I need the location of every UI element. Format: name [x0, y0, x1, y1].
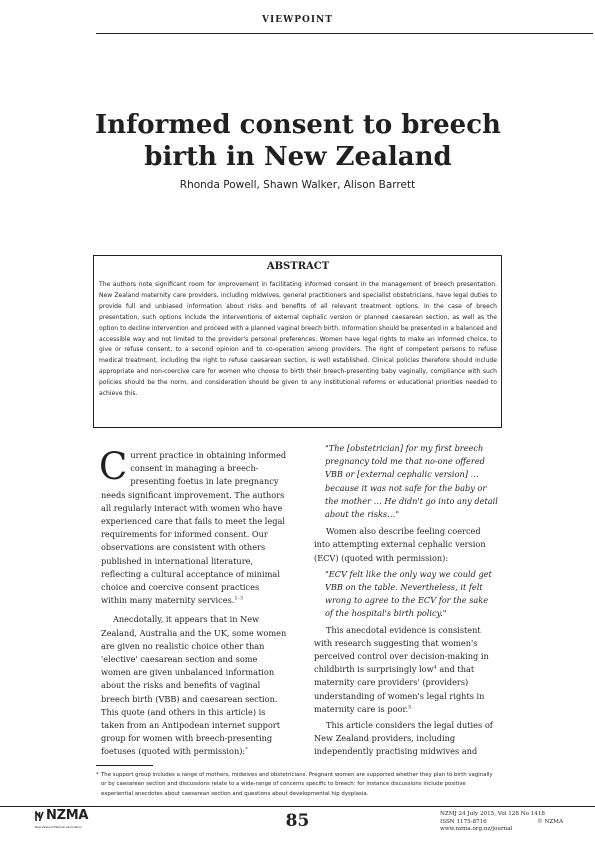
footnote-divider	[96, 765, 153, 766]
article-authors: Rhonda Powell, Shawn Walker, Alison Barrett	[179, 179, 416, 191]
body-paragraph: Women also describe feeling coerced into attempting external cephalic version (ECV) (quoted with permission):	[314, 526, 486, 563]
body-column-right	[314, 442, 498, 759]
journal-citation	[440, 811, 563, 834]
footer-divider	[0, 806, 595, 807]
logo-subtitle: New Zealand Medical Association	[35, 825, 82, 829]
header-divider	[96, 33, 593, 34]
paragraph-text: urrent practice in obtaining informed consent in managing a breech-presenting foetus in late pregnancy needs significant improvement. The authors all regularly interact with women who have experienced care that fails to meet the legal requirements for informed consent. Our observations are consistent with others published in international literature, reflecting a cultural acceptance of minimal choice and coercive consent practices within many maternity services.	[101, 450, 287, 606]
footnote-text: The support group includes a range of mothers, midwives and obstetricians. Pregnant women are supported whether they plan to birth vaginally or by caesarean section and discussions relate to a wide-range of concerns specific to breech: for instance discussions include positive experiential anecdotes about caesarean section and questions about developmental hip dysplasia.	[101, 772, 493, 797]
reference-marker: 5	[408, 704, 412, 711]
block-quote: "ECV felt like the only way we could get VBB on the table. Nevertheless, it felt wrong to agree to the ECV for the sake of the hospital's birth policy."	[325, 568, 492, 619]
paragraph-text: and that maternity care providers' (providers) understanding of women's legal rights in maternity care is poor.	[314, 664, 485, 714]
abstract-box	[93, 255, 502, 428]
block-quote: "The [obstetrician] for my first breech pregnancy told me that no-one offered VBB or [external cephalic version] … because it was not safe for the baby or the mother … He didn't go into any detail about the risks…"	[325, 443, 498, 520]
footnote-marker: *	[245, 746, 248, 753]
footnote-mark: *	[96, 772, 99, 778]
paragraph-text: This anecdotal evidence is consistent with research suggesting that women's perceived control over decision-making in childbirth is surprisingly low	[314, 624, 489, 675]
article-title: Informed consent to breech birth in New Zealand	[95, 110, 501, 172]
section-label: VIEWPOINT	[262, 15, 333, 25]
journal-url[interactable]: www.nzma.org.nz/journal	[440, 826, 513, 833]
citation-line	[440, 819, 563, 827]
abstract-heading: ABSTRACT	[266, 261, 330, 272]
citation-line: NZMJ 24 July 2015, Vol 128 No 1418	[440, 811, 545, 817]
body-paragraph	[101, 613, 287, 758]
body-paragraph	[314, 624, 498, 716]
footnote	[96, 771, 496, 799]
reference-marker: 1–3	[234, 595, 244, 602]
reference-marker: 4	[433, 664, 437, 671]
logo-wordmark: NZMA	[46, 808, 89, 823]
drop-cap: C	[99, 445, 128, 488]
body-paragraph	[99, 445, 287, 607]
body-column-left	[99, 445, 287, 759]
issn: ISSN 1175-8716	[440, 818, 487, 825]
page-number: 85	[285, 811, 310, 831]
copyright: © NZMA	[537, 818, 563, 825]
body-paragraph: This article considers the legal duties of New Zealand providers, including independently practising midwives and	[314, 720, 493, 757]
abstract-text: The authors note significant room for improvement in facilitating informed consent in the management of breech presentation. New Zealand maternity care providers, including midwives, general practitioners and specialist obstetricians, have legal duties to provide full and unbiased information about risks and benefits of all relevant treatment options. In the case of breech presentation, such options include the interventions of external cephalic version or planned caesarean section, as well as the option to decline intervention and proceed with a planned vaginal breech birth. Information should be presented in a balanced and accessible way and not limited to the provider's personal preferences. Women have legal rights to make an informed choice, to give or refuse consent, to a second opinion and to co-operation among providers. The right of competent persons to refuse medical treatment, including the right to refuse caesarean section, is well established. Clinical policies therefore should include appropriate and non-coercive care for women who choose to birth their breech-presenting baby vaginally, compliance with such policies should be the norm, and consideration should be given to any institutional reforms or educational priorities needed to achieve this.	[99, 281, 497, 398]
paragraph-text: Anecdotally, it appears that in New Zealand, Australia and the UK, some women are given no realistic choice other than 'elective' caesarean section and some women are given unbalanced information about the risks and benefits of vaginal breech birth (VBB) and caesarean section. This quote (and others in this article) is taken from an Antipodean internet support group for women with breech-presenting foetuses (quoted with permission):	[101, 614, 287, 757]
